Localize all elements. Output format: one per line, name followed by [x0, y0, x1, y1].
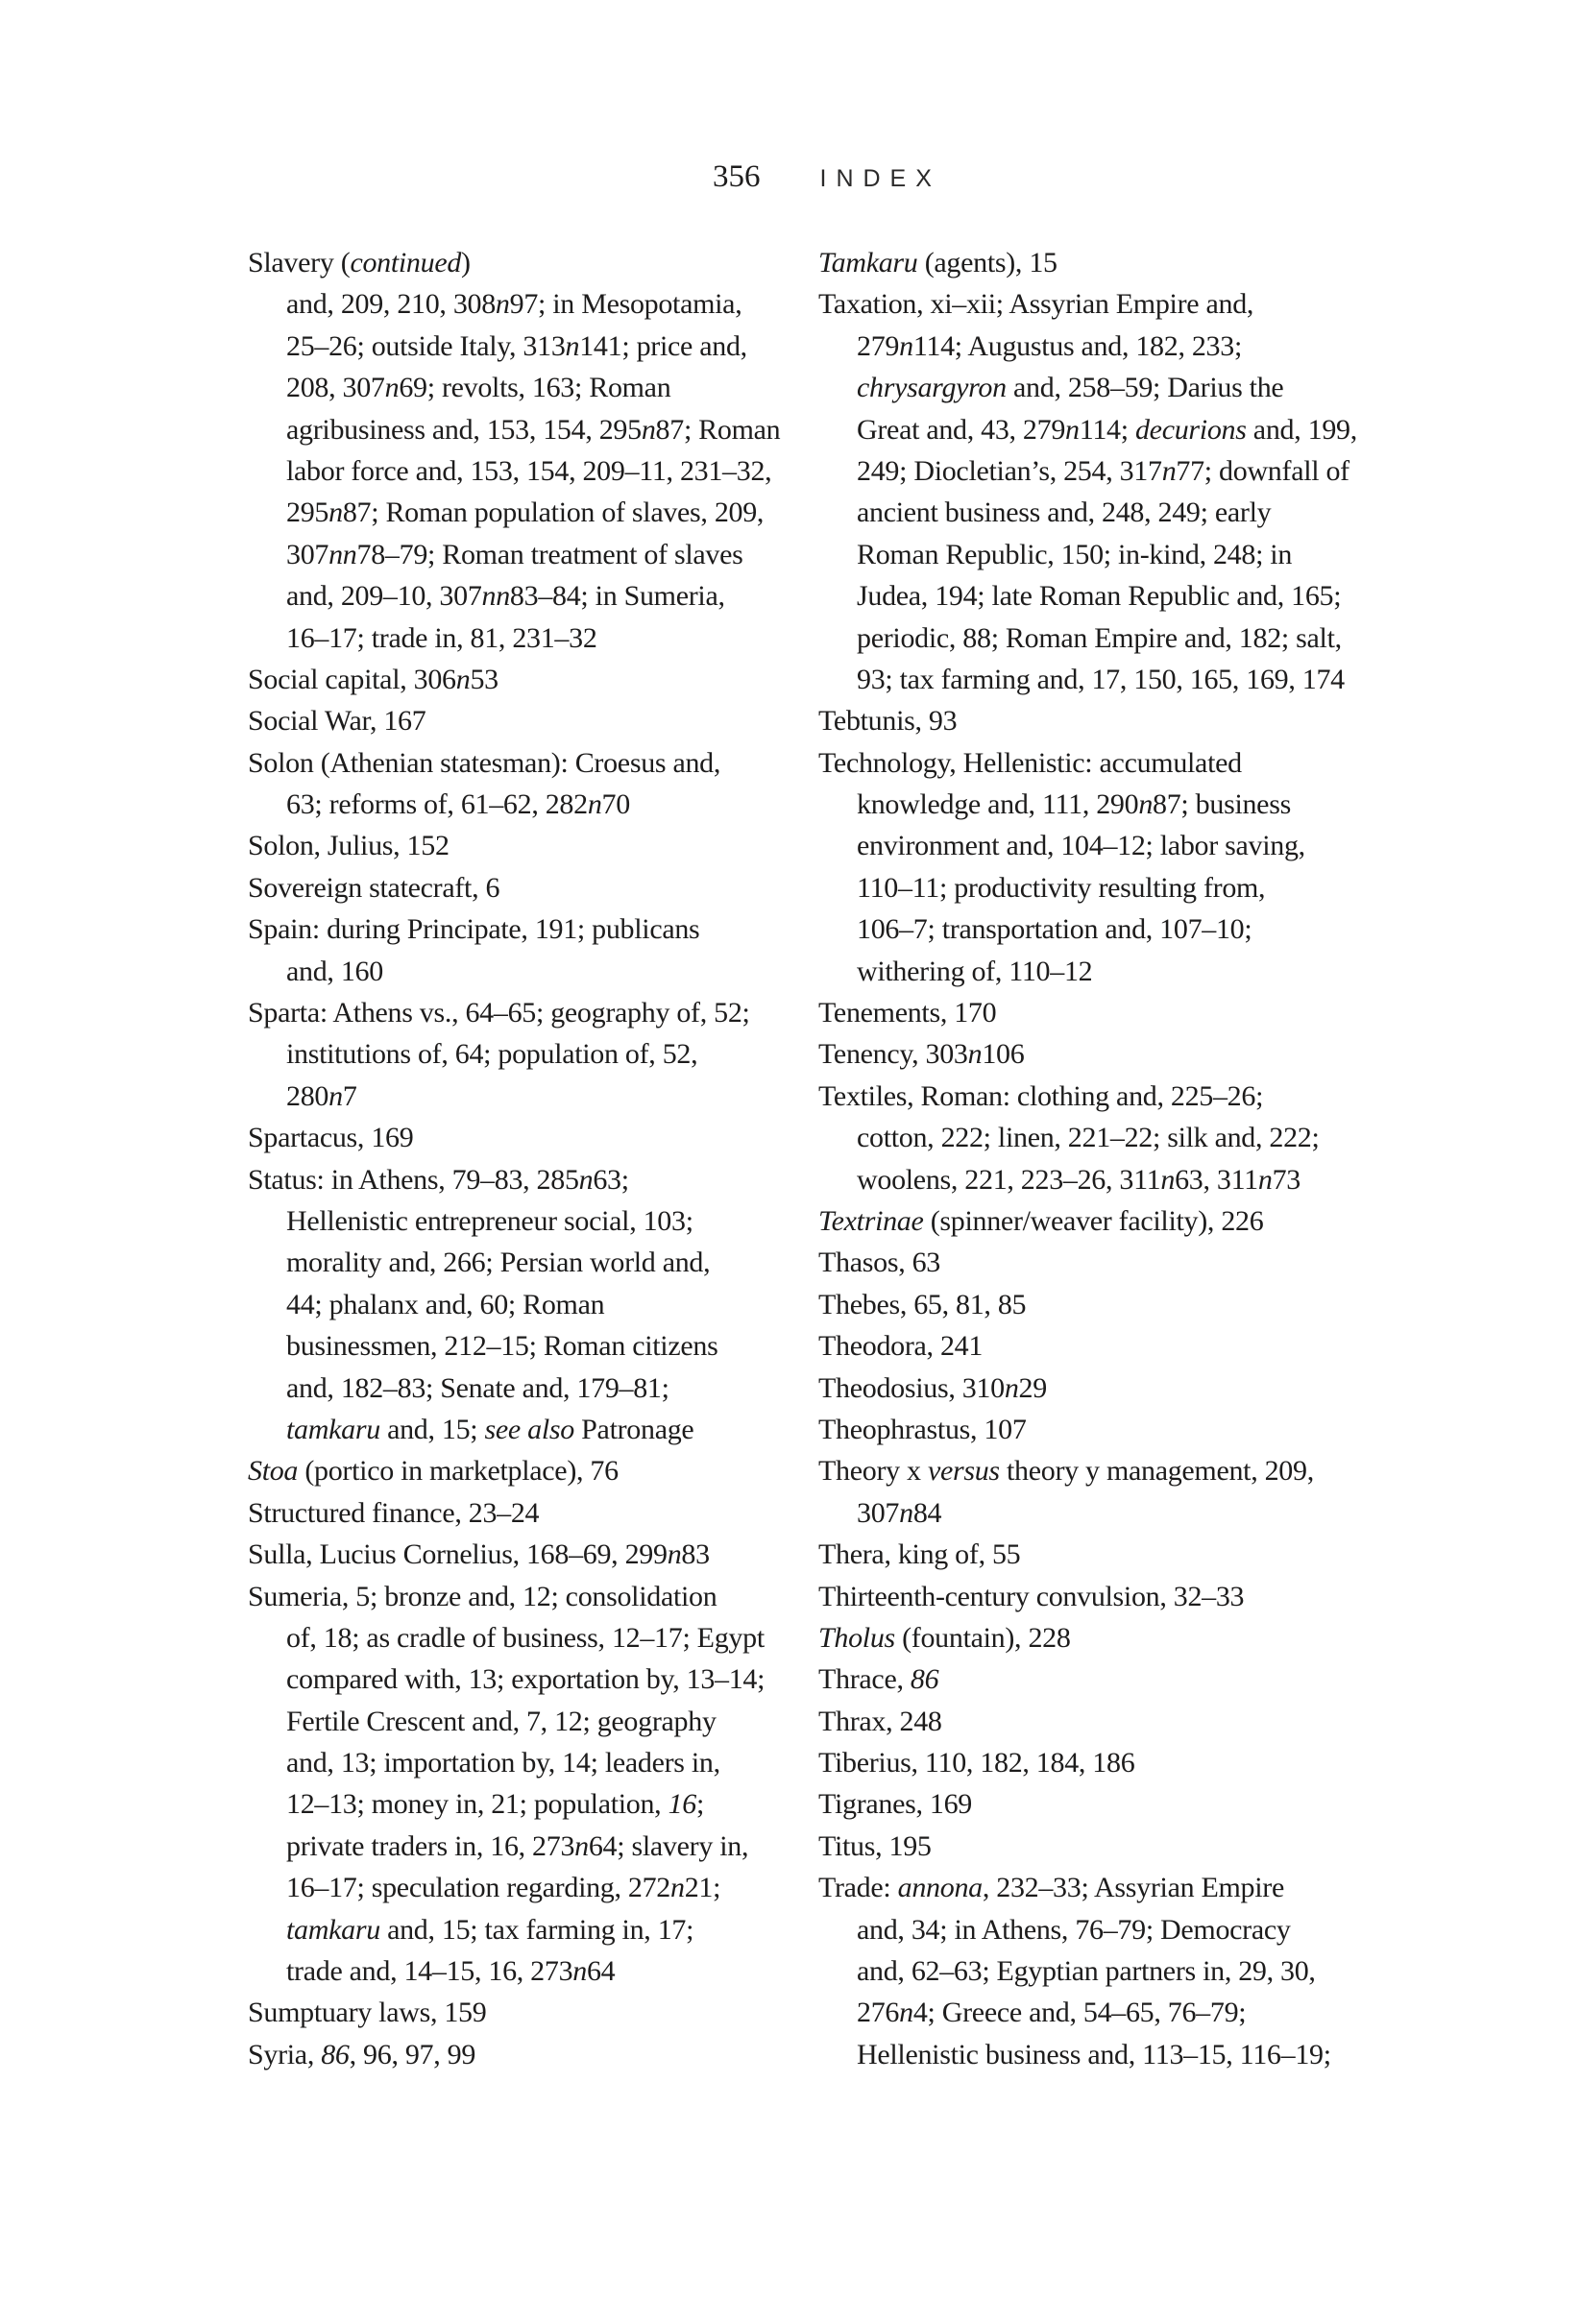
index-line: and, 209, 210, 308n97; in Mesopotamia, [286, 288, 742, 321]
index-line: morality and, 266; Persian world and, [286, 1247, 711, 1279]
index-line: compared with, 13; exportation by, 13–14; [286, 1663, 766, 1696]
index-line: 93; tax farming and, 17, 150, 165, 169, 174 [857, 663, 1345, 695]
index-line: Great and, 43, 279n114; decurions and, 199, [857, 413, 1357, 446]
index-line: trade and, 14–15, 16, 273n64 [286, 1955, 616, 1988]
index-line: Structured finance, 23–24 [248, 1496, 540, 1529]
index-line: and, 62–63; Egyptian partners in, 29, 30, [857, 1955, 1316, 1988]
index-line: Taxation, xi–xii; Assyrian Empire and, [818, 288, 1254, 321]
index-line: periodic, 88; Roman Empire and, 182; salt, [857, 621, 1342, 654]
index-line: Theodosius, 310n29 [818, 1371, 1047, 1404]
index-line: 280n7 [286, 1079, 357, 1112]
page-number: 356 [713, 159, 761, 194]
index-line: Thrace, 86 [818, 1663, 939, 1696]
index-line: and, 209–10, 307nn83–84; in Sumeria, [286, 580, 725, 613]
index-line: Thera, king of, 55 [818, 1538, 1021, 1571]
index-line: Social War, 167 [248, 705, 426, 738]
index-line: agribusiness and, 153, 154, 295n87; Roman [286, 413, 781, 446]
index-line: Roman Republic, 150; in-kind, 248; in [857, 538, 1293, 570]
index-line: environment and, 104–12; labor saving, [857, 830, 1305, 862]
index-line: 279n114; Augustus and, 182, 233; [857, 329, 1242, 362]
index-line: 12–13; money in, 21; population, 16; [286, 1788, 705, 1821]
index-line: Fertile Crescent and, 7, 12; geography [286, 1705, 717, 1737]
running-head [713, 159, 941, 195]
index-line: Spartacus, 169 [248, 1122, 414, 1154]
index-column-right [818, 242, 1375, 2075]
index-line: Tiberius, 110, 182, 184, 186 [818, 1747, 1135, 1779]
index-line: Tamkaru (agents), 15 [818, 247, 1057, 278]
index-line: Syria, 86, 96, 97, 99 [248, 2038, 476, 2070]
page-header-title: INDEX [819, 165, 941, 192]
index-line: Tigranes, 169 [818, 1788, 973, 1821]
index-line: labor force and, 153, 154, 209–11, 231–32, [286, 454, 772, 487]
index-line: Textrinae (spinner/weaver facility), 226 [818, 1204, 1264, 1237]
index-line: 16–17; speculation regarding, 272n21; [286, 1872, 721, 1904]
index-line: Sumptuary laws, 159 [248, 1997, 487, 2029]
index-line: Sovereign statecraft, 6 [248, 871, 500, 904]
index-line: Tholus (fountain), 228 [818, 1621, 1071, 1654]
index-line: Social capital, 306n53 [248, 663, 498, 695]
index-line: woolens, 221, 223–26, 311n63, 311n73 [857, 1163, 1300, 1196]
index-line: 307nn78–79; Roman treatment of slaves [286, 538, 743, 570]
index-line: Judea, 194; late Roman Republic and, 165; [857, 580, 1342, 613]
index-line: Trade: annona, 232–33; Assyrian Empire [818, 1872, 1284, 1904]
index-line: 63; reforms of, 61–62, 282n70 [286, 788, 630, 821]
index-line: Thrax, 248 [818, 1705, 942, 1737]
index-line: Thebes, 65, 81, 85 [818, 1288, 1027, 1320]
index-line: Thirteenth-century convulsion, 32–33 [818, 1580, 1245, 1612]
index-line: Sulla, Lucius Cornelius, 168–69, 299n83 [248, 1538, 710, 1571]
index-line: 276n4; Greece and, 54–65, 76–79; [857, 1997, 1247, 2029]
index-line: 110–11; productivity resulting from, [857, 871, 1266, 904]
index-line: Theophrastus, 107 [818, 1413, 1027, 1445]
index-line: Technology, Hellenistic: accumulated [818, 746, 1242, 779]
index-line: Tenements, 170 [818, 997, 997, 1029]
index-line: Solon, Julius, 152 [248, 830, 450, 862]
index-line: ancient business and, 248, 249; early [857, 496, 1272, 529]
index-line: and, 160 [286, 955, 383, 987]
index-line: Theodora, 241 [818, 1330, 984, 1363]
index-line: 307n84 [857, 1496, 942, 1529]
index-line: Stoa (portico in marketplace), 76 [248, 1455, 619, 1488]
index-line: Solon (Athenian statesman): Croesus and, [248, 746, 721, 779]
index-line: Hellenistic entrepreneur social, 103; [286, 1204, 693, 1237]
index-line: 295n87; Roman population of slaves, 209, [286, 496, 765, 529]
index-column-left [248, 242, 803, 2075]
index-line: 16–17; trade in, 81, 231–32 [286, 621, 597, 654]
index-line: Titus, 195 [818, 1829, 932, 1862]
index-line: Textiles, Roman: clothing and, 225–26; [818, 1079, 1264, 1112]
index-line: Tenency, 303n106 [818, 1038, 1025, 1071]
index-line: Spain: during Principate, 191; publicans [248, 913, 700, 946]
index-line: Slavery (continued) [248, 247, 471, 278]
index-line: cotton, 222; linen, 221–22; silk and, 222; [857, 1122, 1320, 1154]
index-line: Status: in Athens, 79–83, 285n63; [248, 1163, 629, 1196]
index-line: and, 34; in Athens, 76–79; Democracy [857, 1913, 1291, 1946]
index-line: withering of, 110–12 [857, 955, 1093, 987]
index-line: institutions of, 64; population of, 52, [286, 1038, 698, 1071]
index-line: Theory x versus theory y management, 209, [818, 1455, 1314, 1488]
index-line: of, 18; as cradle of business, 12–17; Egypt [286, 1621, 765, 1654]
index-line: 25–26; outside Italy, 313n141; price and, [286, 329, 747, 362]
index-line: Tebtunis, 93 [818, 705, 958, 738]
index-line: tamkaru and, 15; tax farming in, 17; [286, 1913, 694, 1946]
index-line: chrysargyron and, 258–59; Darius the [857, 372, 1284, 404]
index-line: Sparta: Athens vs., 64–65; geography of, 52; [248, 997, 750, 1029]
index-line: 106–7; transportation and, 107–10; [857, 913, 1252, 946]
index-line: tamkaru and, 15; see also Patronage [286, 1413, 694, 1445]
index-line: and, 182–83; Senate and, 179–81; [286, 1371, 669, 1404]
index-line: 249; Diocletian’s, 254, 317n77; downfall of [857, 454, 1349, 487]
index-line: Sumeria, 5; bronze and, 12; consolidation [248, 1580, 717, 1612]
index-line: private traders in, 16, 273n64; slavery in, [286, 1829, 749, 1862]
index-line: knowledge and, 111, 290n87; business [857, 788, 1291, 821]
index-line: and, 13; importation by, 14; leaders in, [286, 1747, 720, 1779]
index-line: Hellenistic business and, 113–15, 116–19; [857, 2038, 1331, 2070]
index-line: 44; phalanx and, 60; Roman [286, 1288, 605, 1320]
index-line: Thasos, 63 [818, 1247, 940, 1279]
index-line: 208, 307n69; revolts, 163; Roman [286, 372, 671, 404]
index-line: businessmen, 212–15; Roman citizens [286, 1330, 718, 1363]
